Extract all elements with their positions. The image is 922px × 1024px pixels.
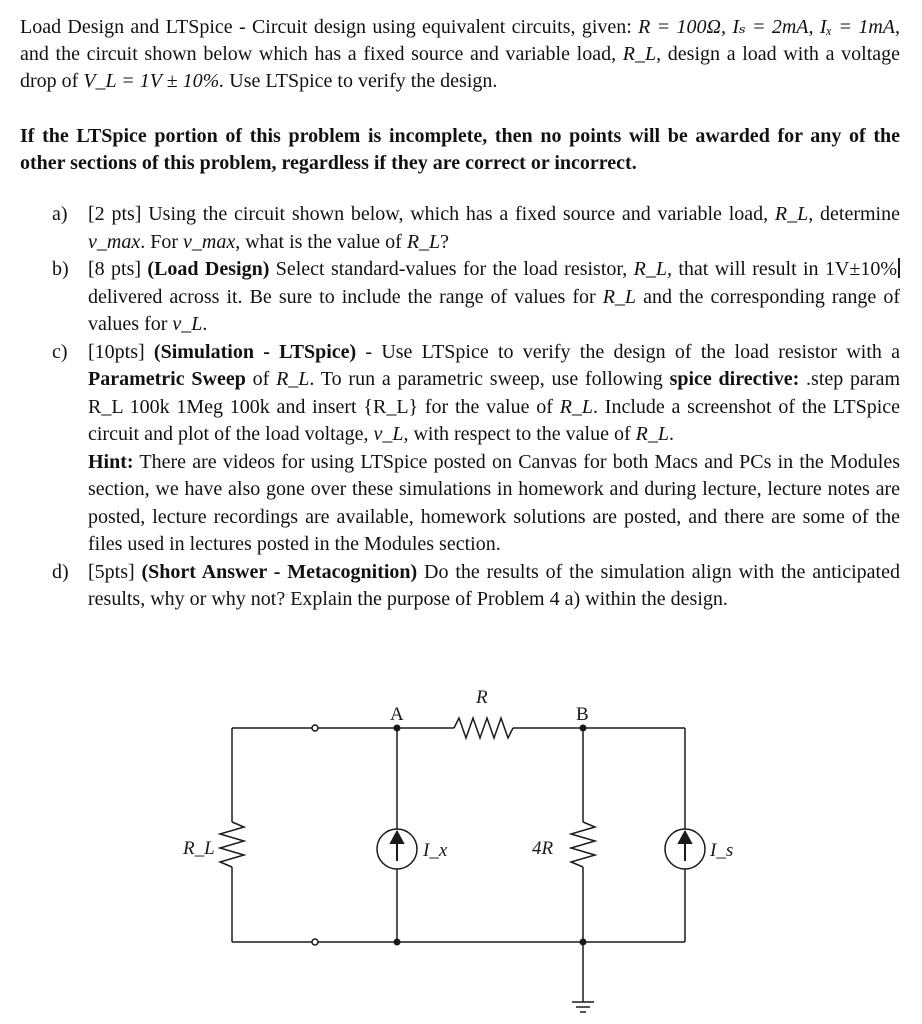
resistor-4r [571,822,595,867]
resistor-r-label: R [476,687,488,708]
given-ix: Iₓ = 1mA, [819,16,900,38]
terminal-bottom-icon [312,939,318,945]
node-a-dot [394,725,401,732]
part-c-text: - Use LTSpice to verify the design of the load resistor with a [365,340,901,363]
intro-design-text: design a load with a voltage drop of [20,43,901,92]
hint-text: There are videos for using LTSpice posted on Canvas for both Macs and PCs in the Modules section, we have also gone over these simulations in homework and during lecture, lecture notes are posted, lecture recordings are available, homework solutions are posted, and there are some of the files used in lectures posted in the Modules section. [88,450,900,555]
part-c-text-6: . Include a screenshot of the LTSpice circuit and plot of the load voltage, [88,395,901,445]
part-b-text: Select standard-values for the load resistor, [275,258,628,280]
node-b-label: B [576,704,589,725]
part-d-points: [5pts] [88,560,135,583]
part-b-marker: b) [52,258,69,280]
part-d [20,559,900,614]
part-c-title: (Simulation - LTSpice) [153,340,357,363]
part-c-text-8: . [668,423,674,445]
part-c-text-7: , with respect to the value of [403,423,631,445]
circuit-diagram [0,668,922,1024]
node-b-dot [580,725,587,732]
resistor-4r-label: 4R [532,838,554,859]
ltspice-warning: If the LTSpice portion of this problem is incomplete, then no points will be awarded for any of the other sections of this problem, regardless if they are correct or incorrect. [20,125,900,174]
resistor-rl-label: R_L [183,838,215,859]
part-d-text: Do the results of the simulation align with the anticipated results, why or why not? Explain the purpose of Problem 4 a) within the design. [88,560,900,610]
part-b-rl-2: R_L [602,285,637,308]
part-b-vl: v_L [172,313,203,335]
part-c-vl: v_L [373,423,404,445]
part-c [20,339,900,559]
part-a-text-3: . For [140,230,178,253]
part-a-rl-2: R_L [406,230,441,253]
part-c-spice-directive: spice directive: [669,368,800,390]
text-cursor-icon [898,258,900,278]
node-a-label: A [390,704,404,725]
problem-page [20,14,900,614]
part-a-text-4: , what is the value of [235,230,402,253]
part-a-text: [2 pts] Using the circuit shown below, which has a fixed source and variable load, [88,203,769,225]
resistor-r [454,718,513,738]
intro-tail-text: Use LTSpice to verify the design. [229,70,498,92]
part-c-marker: c) [52,340,68,363]
intro-heading: Load Design and LTSpice - Circuit design using equivalent circuits, given: [20,16,632,38]
source-is-label: I_s [710,840,734,861]
given-is: Iₛ = 2mA, [732,16,814,38]
part-b-text-6: . [202,313,208,335]
part-c-rl: R_L [276,368,310,390]
part-c-rl-3: R_L [635,423,669,445]
part-a [20,201,900,256]
part-a-vmax: v_max [88,230,141,253]
part-c-parametric-sweep: Parametric Sweep [88,368,246,390]
part-d-marker: d) [52,560,69,583]
part-c-text-4: . To run a parametric sweep, use following [309,368,663,390]
node-bottom-4r-dot [580,939,587,946]
problem-parts-list [20,201,900,614]
part-b-text-3: that will result in 1V±10% [678,258,898,280]
part-a-rl: R_L, [774,203,814,225]
part-b-rl: R_L, [633,258,672,280]
source-ix-label: I_x [423,840,448,861]
part-d-title: (Short Answer - Metacognition) [141,560,418,583]
resistor-rl [220,822,244,867]
terminal-top-icon [312,725,318,731]
part-b-text-4: delivered across it. Be sure to include the range of values for [88,285,596,308]
intro-rl-symbol: R_L, [622,43,662,65]
hint-label: Hint: [88,450,134,473]
part-b-text-5: and the corresponding range of values for [88,285,900,335]
intro-vl-spec: V_L = 1V ± 10%. [83,70,225,92]
part-b-title: (Load Design) [147,258,270,280]
part-a-vmax-2: v_max [183,230,236,253]
given-r: R = 100Ω, [638,16,726,38]
part-a-text-2: determine [820,203,900,225]
node-bottom-ix-dot [394,939,401,946]
part-c-rl-2: R_L [559,395,594,418]
problem-intro [20,14,900,95]
part-c-text-5: .step param R_L 100k 1Meg 100k and insert {R_L} for the value of [88,368,901,418]
part-c-points: [10pts] [88,340,145,363]
part-b [20,256,900,339]
part-b-points: [8 pts] [88,258,142,280]
part-a-marker: a) [52,203,68,225]
part-c-text-3: of [252,368,270,390]
source-is-arrowhead-icon [679,832,691,843]
source-ix-arrowhead-icon [391,832,403,843]
intro-mid-text: and the circuit shown below which has a fixed source and variable load, [20,43,617,65]
part-a-text-5: ? [440,230,450,253]
